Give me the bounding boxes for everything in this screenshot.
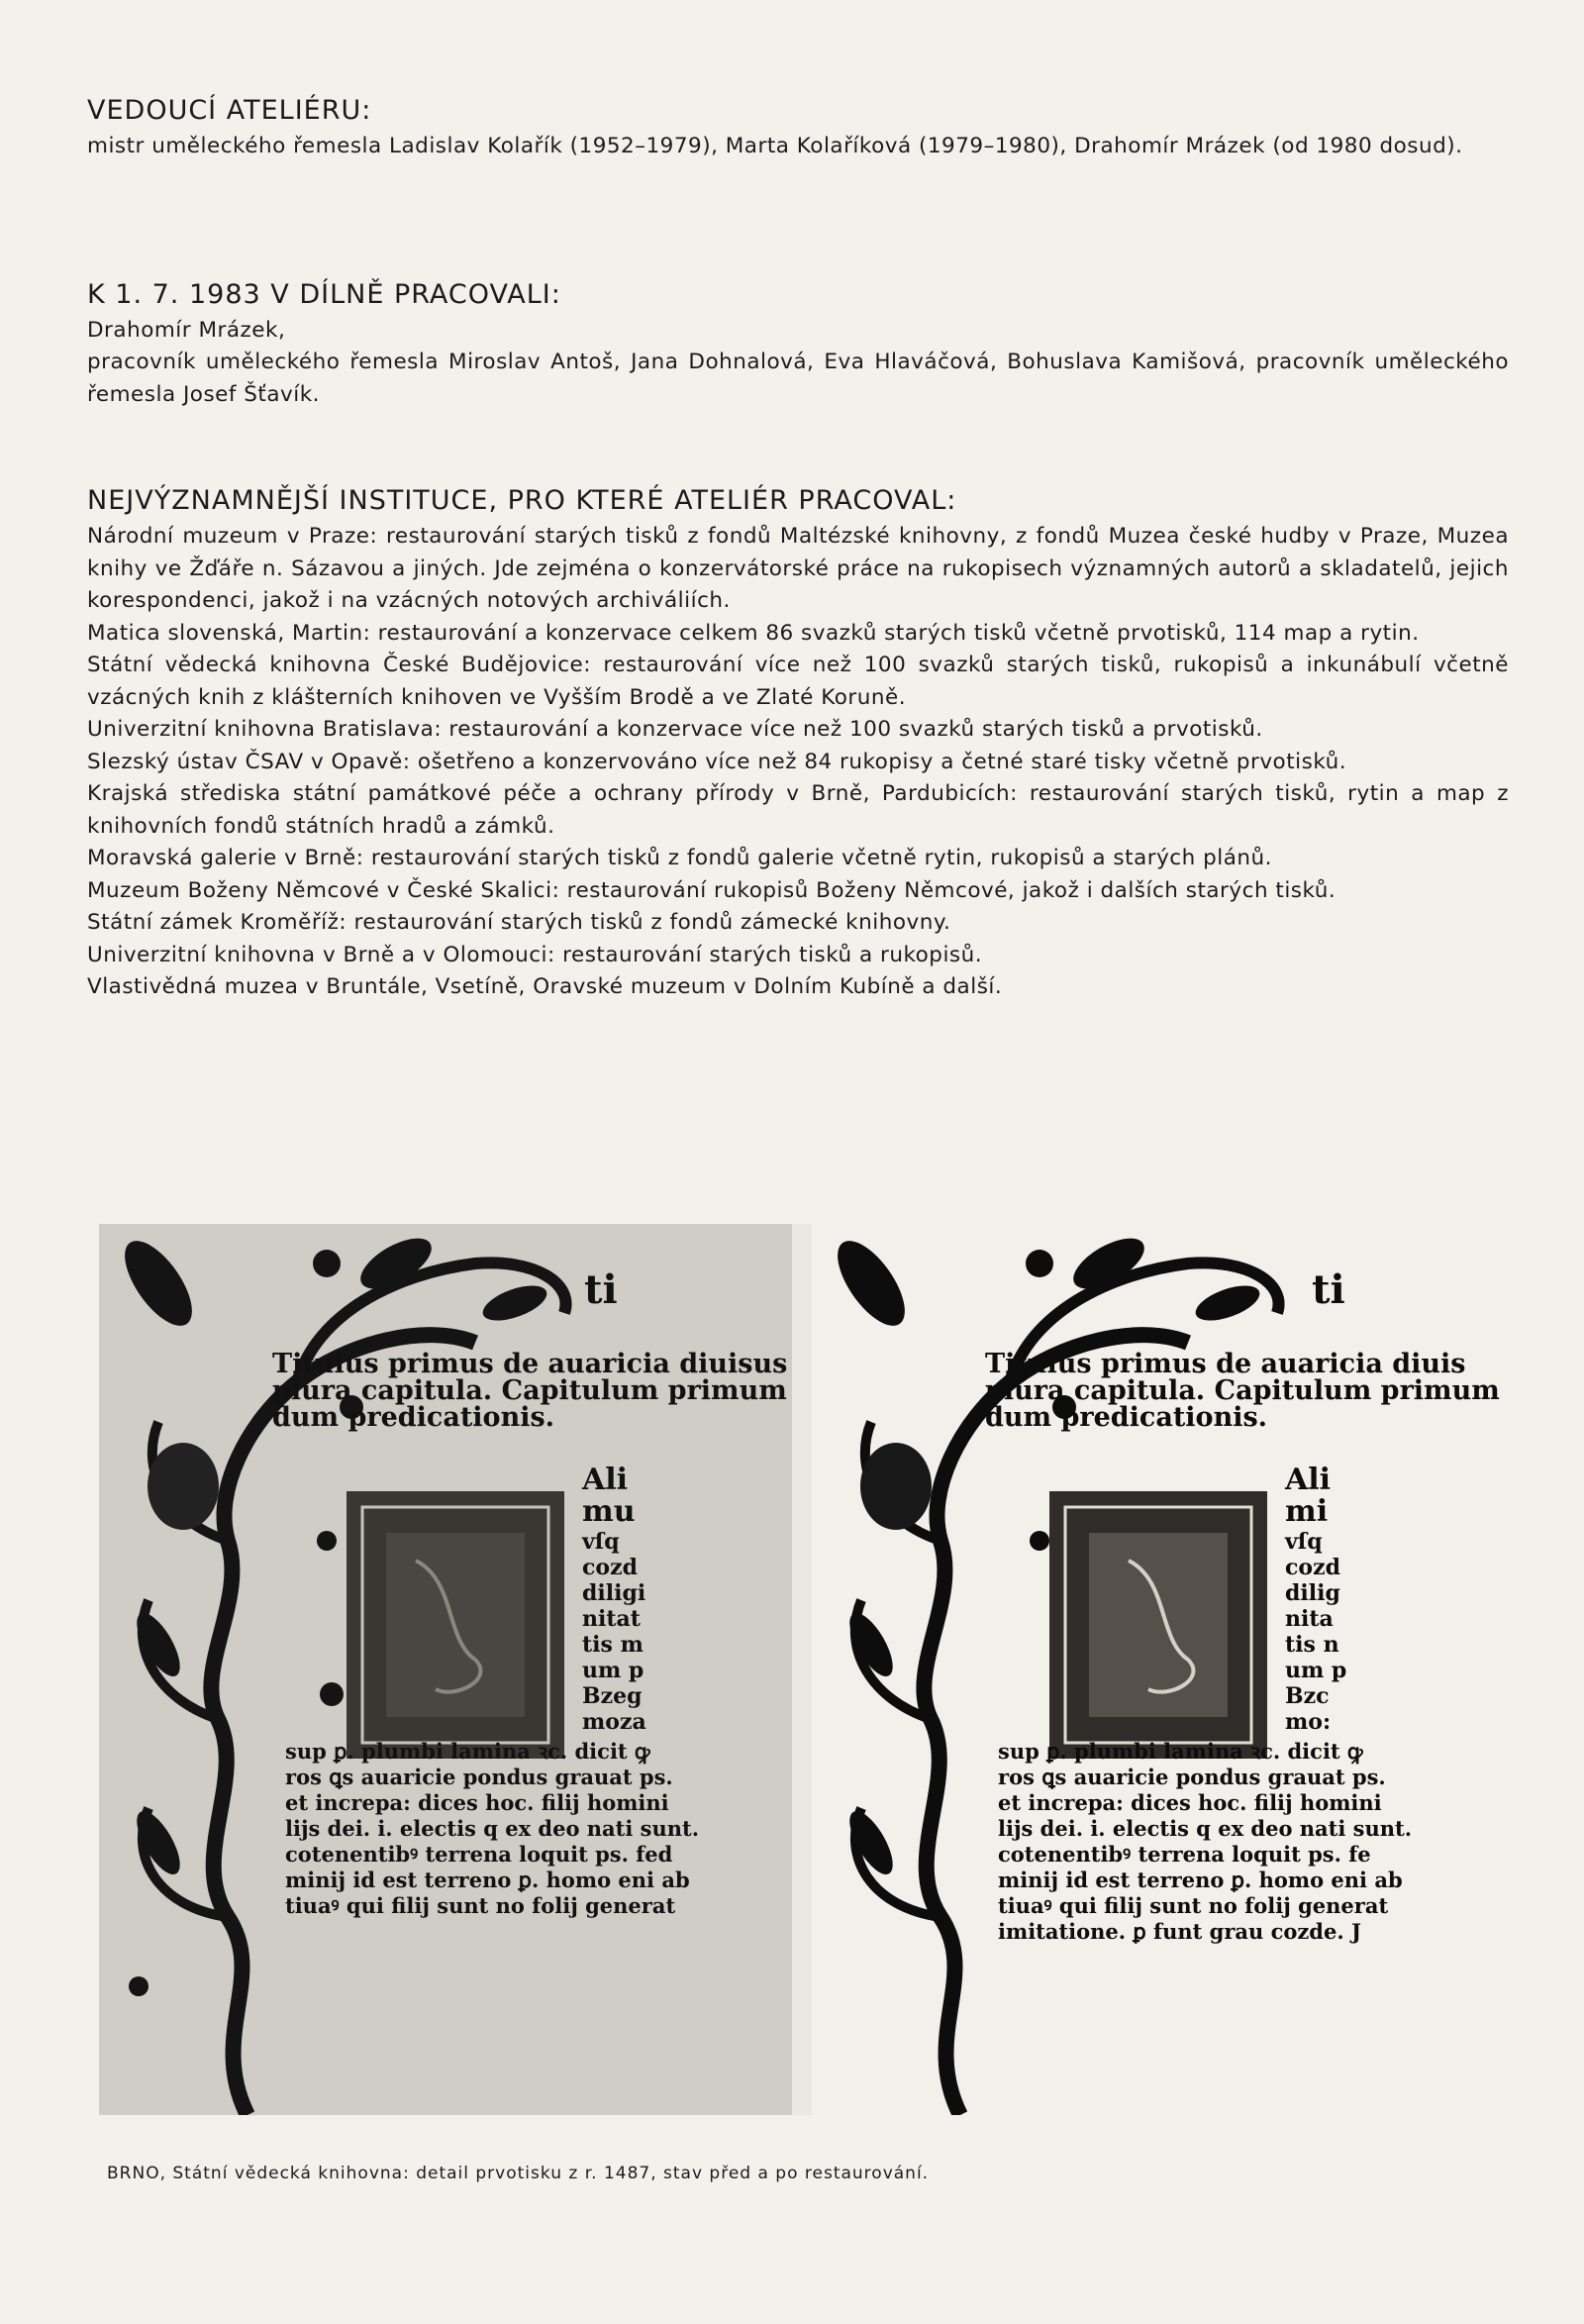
after-body-line: ros ꝗs auaricie pondus grauat ps. <box>998 1765 1386 1789</box>
institution-item: Krajská střediska státní památkové péče a ochrany přírody v Brně, Pardubicích: restaurování starých tisků, rytin a map z knihovních fondů státních hradů a zámků. <box>87 781 1509 839</box>
before-column-line: mu <box>582 1494 636 1529</box>
after-column-line: dilig <box>1285 1580 1340 1606</box>
before-column-line: diligi <box>582 1580 646 1606</box>
institution-item: Matica slovenská, Martin: restaurování a konzervace celkem 86 svazků starých tisků včetně prvotisků, 114 map a rytin. <box>87 620 1420 646</box>
before-column-line: vſq <box>582 1529 620 1555</box>
before-column-line: tis m <box>582 1632 644 1658</box>
after-corner-letter: ti <box>1312 1266 1345 1313</box>
institutions-heading: NEJVÝZNAMNĚJŠÍ INSTITUCE, PRO KTERÉ ATELIÉR PRACOVAL: <box>87 485 957 516</box>
photo-before <box>99 1224 792 2115</box>
after-column-line: vſq <box>1285 1529 1323 1555</box>
before-heading-line: Titulus primus de auaricia diuisus <box>272 1349 788 1379</box>
before-heading-line: dum predicationis. <box>272 1402 555 1433</box>
institution-item: Státní zámek Kroměříž: restaurování starých tisků z fondů zámecké knihovny. <box>87 910 951 935</box>
after-column-line: mo: <box>1285 1709 1332 1735</box>
before-heading-line: plura capitula. Capitulum primum <box>272 1375 787 1406</box>
after-column-line: mi <box>1285 1494 1329 1529</box>
after-body-line: lijs dei. i. electis q ex deo nati sunt. <box>998 1816 1413 1841</box>
before-column-line: moza <box>582 1709 646 1735</box>
before-body-line: minij id est terreno ꝑ. homo eni ab <box>285 1868 690 1892</box>
restoration-figure <box>99 1224 1517 2115</box>
staff-line-1: Drahomír Mrázek, <box>87 318 286 343</box>
before-body-line: tiuaꝰ qui filij sunt no folij generat <box>285 1893 676 1918</box>
before-body-line: cotenentibꝰ terrena loquit ps. fed <box>285 1842 673 1867</box>
after-column-line: Ali <box>1285 1463 1332 1497</box>
before-corner-letter: ti <box>584 1266 618 1313</box>
institution-item: Státní vědecká knihovna České Budějovice: restaurování více než 100 svazků starých tisků, rukopisů a inkunábulí včetně vzácných knih z klášterních knihoven ve Vyšším Brodě a ve Zlaté Koruně. <box>87 653 1509 710</box>
figure-caption: BRNO, Státní vědecká knihovna: detail prvotisku z r. 1487, stav před a po restaurování. <box>107 2164 930 2183</box>
photo-after <box>812 1224 1517 2115</box>
institution-item: Muzeum Boženy Němcové v České Skalici: restaurování rukopisů Boženy Němcové, jakož i dalších starých tisků. <box>87 877 1336 903</box>
before-body-line: et increpa: dices hoc. filij homini <box>285 1790 669 1815</box>
leaders-text: mistr uměleckého řemesla Ladislav Kolařík (1952–1979), Marta Kolaříková (1979–1980), Drahomír Mrázek (od 1980 dosud). <box>87 134 1463 158</box>
leaders-heading: VEDOUCÍ ATELIÉRU: <box>87 95 372 126</box>
after-body-line: cotenentibꝰ terrena loquit ps. fe <box>998 1842 1371 1867</box>
institution-item: Vlastivědná muzea v Bruntále, Vsetíně, Oravské muzeum v Dolním Kubíně a další. <box>87 974 1003 999</box>
after-column-line: Bzc <box>1285 1683 1330 1709</box>
before-column-line: cozd <box>582 1555 638 1580</box>
staff-heading: K 1. 7. 1983 V DÍLNĚ PRACOVALI: <box>87 279 561 310</box>
institution-item: Slezský ústav ČSAV v Opavě: ošetřeno a konzervováno více než 84 rukopisy a četné staré tisky včetně prvotisků. <box>87 749 1347 774</box>
institution-item: Univerzitní knihovna Bratislava: restaurování a konzervace více než 100 svazků starých tisků a prvotisků. <box>87 717 1263 742</box>
after-body-line: et increpa: dices hoc. filij homini <box>998 1790 1382 1815</box>
before-body-line: sup ꝑ. plumbi lamina ꝛc. dicit ꝙ <box>285 1739 650 1764</box>
institution-item: Univerzitní knihovna v Brně a v Olomouci: restaurování starých tisků a rukopisů. <box>87 942 983 967</box>
before-body-line: lijs dei. i. electis q ex deo nati sunt. <box>285 1816 700 1841</box>
before-column-line: Ali <box>582 1463 629 1497</box>
after-column-line: tis n <box>1285 1632 1339 1658</box>
after-column-line: nita <box>1285 1606 1334 1632</box>
institution-item: Moravská galerie v Brně: restaurování starých tisků z fondů galerie včetně rytin, rukopisů a starých plánů. <box>87 846 1272 870</box>
before-column-line: Bzeg <box>582 1683 643 1709</box>
manuscript-after-image <box>812 1224 1517 2115</box>
institutions-list <box>87 521 1509 1004</box>
before-column-line: um p <box>582 1658 644 1683</box>
after-heading-line: plura capitula. Capitulum primum <box>985 1375 1500 1406</box>
before-column-line: nitat <box>582 1606 641 1632</box>
after-body-line: imitatione. ꝑ funt grau cozde. J <box>998 1919 1361 1944</box>
after-body-line: tiuaꝰ qui filij sunt no folij generat <box>998 1893 1389 1918</box>
after-column-line: um p <box>1285 1658 1347 1683</box>
after-heading-line: Titulus primus de auaricia diuis <box>985 1349 1466 1379</box>
after-heading-line: dum predicationis. <box>985 1402 1268 1433</box>
after-body-line: sup ꝑ. plumbi lamina ꝛc. dicit ꝙ <box>998 1739 1363 1764</box>
after-body-line: minij id est terreno ꝑ. homo eni ab <box>998 1868 1403 1892</box>
staff-line-2: pracovník uměleckého řemesla Miroslav Antoš, Jana Dohnalová, Eva Hlaváčová, Bohuslava Kamišová, pracovník uměleckého řemesla Josef Šťavík. <box>87 350 1509 407</box>
after-column-line: cozd <box>1285 1555 1340 1580</box>
before-body-line: ros ꝗs auaricie pondus grauat ps. <box>285 1765 673 1789</box>
manuscript-before-image <box>99 1224 792 2115</box>
institution-item: Národní muzeum v Praze: restaurování starých tisků z fondů Maltézské knihovny, z fondů Muzea české hudby v Praze, Muzea knihy ve Žďáře n. Sázavou a jiných. Jde zejména o konzervátorské práce na rukopisech významných autorů a skladatelů, jejich korespondenci, jakož i na vzácných notových archiváliích. <box>87 524 1509 613</box>
